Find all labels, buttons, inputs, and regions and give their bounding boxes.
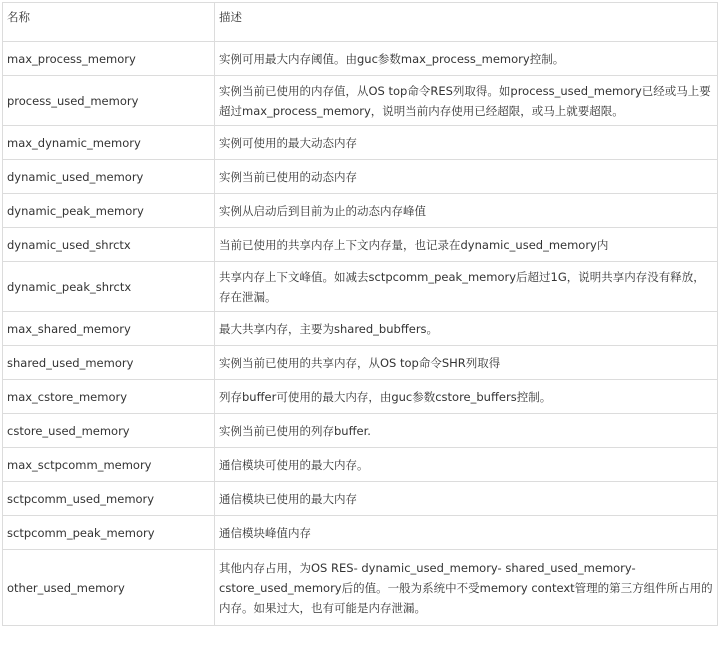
table-row — [3, 346, 718, 380]
param-name-cell: dynamic_peak_shrctx — [3, 262, 215, 312]
param-name-cell: cstore_used_memory — [3, 414, 215, 448]
table-row — [3, 312, 718, 346]
param-desc-cell: 列存buffer可使用的最大内存，由guc参数cstore_buffers控制。 — [215, 380, 718, 414]
param-name-cell: shared_used_memory — [3, 346, 215, 380]
param-name-cell: dynamic_peak_memory — [3, 194, 215, 228]
param-name-cell: process_used_memory — [3, 76, 215, 126]
param-name-cell: max_cstore_memory — [3, 380, 215, 414]
param-desc-cell: 实例从启动后到目前为止的动态内存峰值 — [215, 194, 718, 228]
table-header-row — [3, 3, 718, 42]
table-row — [3, 228, 718, 262]
param-desc-cell: 实例当前已使用的内存值，从OS top命令RES列取得。如process_used_memory已经或马上要超过max_process_memory，说明当前内存使用已经超限，或马上就要超限。 — [215, 76, 718, 126]
param-desc-cell: 当前已使用的共享内存上下文内存量，也记录在dynamic_used_memory内 — [215, 228, 718, 262]
param-desc-cell: 通信模块峰值内存 — [215, 516, 718, 550]
param-desc-cell: 最大共享内存，主要为shared_bubffers。 — [215, 312, 718, 346]
param-desc-cell: 通信模块已使用的最大内存 — [215, 482, 718, 516]
table-row — [3, 160, 718, 194]
param-desc-cell: 共享内存上下文峰值。如减去sctpcomm_peak_memory后超过1G，说明共享内存没有释放，存在泄漏。 — [215, 262, 718, 312]
param-name-cell: sctpcomm_used_memory — [3, 482, 215, 516]
param-name-cell: dynamic_used_memory — [3, 160, 215, 194]
param-name-cell: max_process_memory — [3, 42, 215, 76]
table-row — [3, 448, 718, 482]
param-desc-cell: 实例可使用的最大动态内存 — [215, 126, 718, 160]
param-name-cell: other_used_memory — [3, 550, 215, 626]
param-desc-cell: 实例可用最大内存阈值。由guc参数max_process_memory控制。 — [215, 42, 718, 76]
param-desc-cell: 实例当前已使用的动态内存 — [215, 160, 718, 194]
param-name-cell: max_shared_memory — [3, 312, 215, 346]
table-row — [3, 516, 718, 550]
table-row — [3, 262, 718, 312]
memory-parameter-table — [2, 2, 718, 626]
param-name-cell: max_dynamic_memory — [3, 126, 215, 160]
param-name-cell: dynamic_used_shrctx — [3, 228, 215, 262]
table-row — [3, 482, 718, 516]
param-desc-cell: 其他内存占用，为OS RES- dynamic_used_memory- shared_used_memory- cstore_used_memory后的值。一般为系统中不受memory context管理的第三方组件所占用的内存。如果过大，也有可能是内存泄漏。 — [215, 550, 718, 626]
table-row — [3, 550, 718, 626]
header-desc-cell: 描述 — [215, 3, 718, 42]
param-desc-cell: 实例当前已使用的共享内存，从OS top命令SHR列取得 — [215, 346, 718, 380]
param-name-cell: max_sctpcomm_memory — [3, 448, 215, 482]
param-desc-cell: 通信模块可使用的最大内存。 — [215, 448, 718, 482]
table-row — [3, 194, 718, 228]
table-row — [3, 380, 718, 414]
table-row — [3, 414, 718, 448]
table-row — [3, 42, 718, 76]
table-row — [3, 126, 718, 160]
header-name-cell: 名称 — [3, 3, 215, 42]
param-name-cell: sctpcomm_peak_memory — [3, 516, 215, 550]
param-desc-cell: 实例当前已使用的列存buffer. — [215, 414, 718, 448]
table-row — [3, 76, 718, 126]
